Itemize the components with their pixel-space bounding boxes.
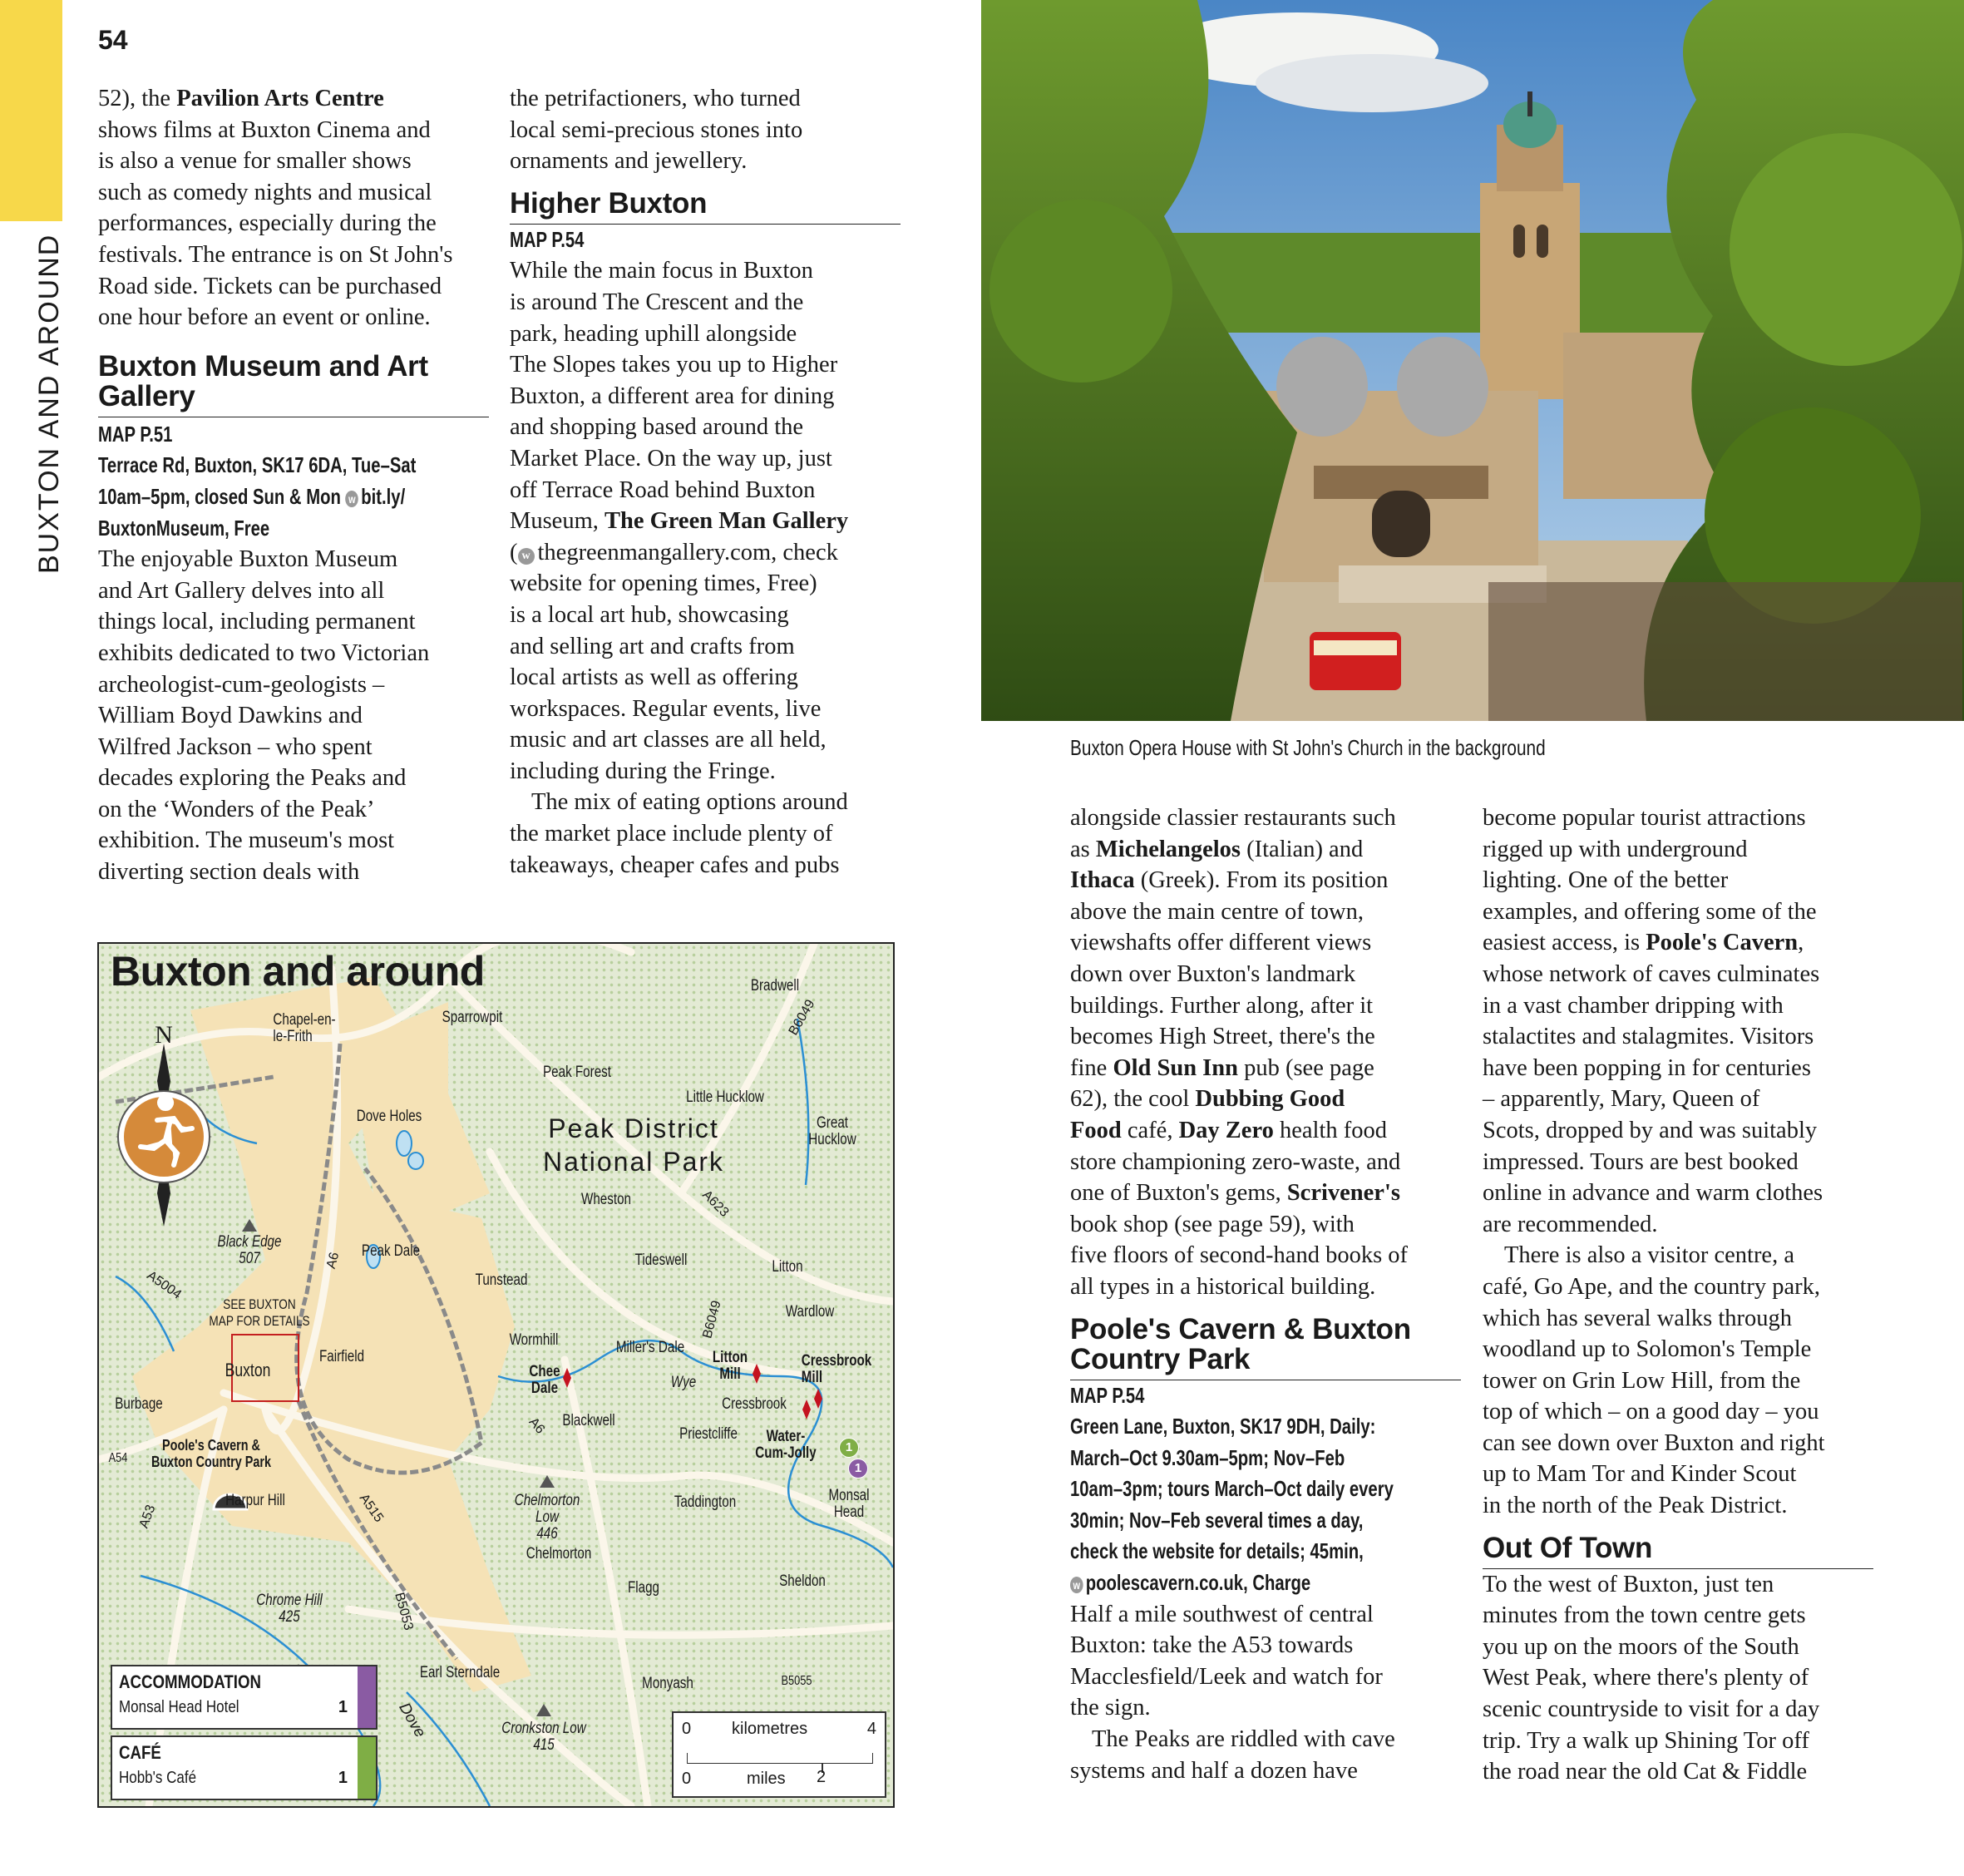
river-label: Dove — [395, 1700, 429, 1741]
place-label: Earl Sterndale — [419, 1664, 501, 1681]
scale-line — [687, 1753, 873, 1764]
road-label: A5004 — [144, 1268, 185, 1302]
text-run: become popular tourist attractions rigged up with underground lighting. One of the better examples, and offering some of the easiest access, is — [1483, 805, 1817, 956]
bold-name: Pavilion Arts Centre — [176, 86, 384, 111]
column-2 — [510, 83, 901, 881]
legend-heading: CAFÉ — [119, 1742, 161, 1763]
legend-item-number: 1 — [338, 1698, 348, 1716]
legend-item-name: Hobb's Café — [119, 1769, 197, 1787]
paragraph — [1070, 1724, 1461, 1786]
sight-label: Chee Dale — [529, 1363, 560, 1397]
place-label: Chapel-en- le-Frith — [273, 1011, 336, 1045]
peak-label: Cronkston Low 415 — [501, 1720, 586, 1754]
road-label: A623 — [699, 1187, 732, 1220]
scale-mi-label: miles — [747, 1770, 786, 1788]
place-label: Burbage — [115, 1395, 163, 1413]
place-label: Great Hucklow — [808, 1114, 856, 1148]
paragraph — [98, 83, 489, 333]
legend-cafe — [111, 1735, 378, 1800]
website-icon: w — [518, 548, 535, 565]
place-label: Priestcliffe — [679, 1425, 738, 1443]
text-run: The mix of eating options around the market place include plenty of takeaways, cheaper cafes and pubs — [510, 789, 848, 878]
river-label: Wye — [670, 1374, 697, 1391]
map-reference: MAP P.54 — [510, 226, 585, 252]
text-run: , whose network of caves culminates in a vast chamber dripping with stalactites and stalagmites. Visitors have been popping in for centuries – apparently, Mary, Queen of Scots, dropped by and was suitably impressed. Tours are best booked online in advance and warm clothes are recommended. — [1483, 930, 1823, 1237]
bold-name: Day Zero — [1178, 1117, 1274, 1143]
paragraph — [510, 83, 901, 177]
text-run: The enjoyable Buxton Museum and Art Gallery delves into all things local, including permanent exhibits dedicated to two Victorian archeologist-cum-geologists – William Boyd Dawkins and Wilfred Jackson – who spent decades exploring the Peaks and on the ‘Wonders of the Peak’ exhibition. The museum's most diverting section deals with — [98, 546, 430, 886]
text-run: (Italian) and — [1246, 836, 1364, 862]
text-run: shows films at Buxton Cinema and is also a venue for smaller shows such as comedy nights and musical performances, especially during the festivals. The entrance is on St John's Road side. Tickets can be purchased one hour before an event or online. — [98, 116, 453, 331]
map-reference: MAP P.51 — [98, 421, 173, 447]
sight-label: Water- Cum-Jolly — [755, 1428, 817, 1462]
venue-info — [1070, 1411, 1460, 1599]
paragraph — [1070, 802, 1461, 1303]
paragraph — [510, 787, 901, 881]
website-link[interactable]: bit.ly/ BuxtonMuseum, Free — [98, 483, 406, 541]
legend-item-number: 1 — [338, 1769, 348, 1787]
paragraph-text: thegreenmangallery.com, check website for opening times, Free) is a local art hub, showcasing and selling art and crafts from local artists as well as offering workspaces. Regular events, live music and art classes are all held, including during the Fringe. — [510, 539, 838, 784]
place-label: Wheston — [581, 1191, 631, 1208]
paragraph — [510, 255, 901, 787]
section-color-tab — [0, 0, 62, 221]
scale-mi-end: 2 — [817, 1768, 827, 1786]
place-label: Taddington — [674, 1493, 737, 1511]
peak-label: Chrome Hill 425 — [256, 1592, 323, 1626]
paragraph — [1070, 1599, 1461, 1724]
legend-color-bar — [358, 1737, 376, 1799]
legend-accommodation — [111, 1665, 378, 1730]
sight-label: Litton Mill — [712, 1349, 748, 1383]
road-label: A515 — [356, 1491, 387, 1525]
road-label: A6 — [526, 1414, 548, 1437]
place-label: Peak Forest — [543, 1064, 611, 1081]
bold-name: Old Sun Inn — [1113, 1054, 1238, 1081]
section-heading-pooles-cavern: Poole's Cavern & Buxton Country Park — [1070, 1315, 1461, 1380]
map-title: Buxton and around — [111, 948, 485, 995]
text-run: ( — [510, 539, 518, 565]
scale-mi-start: 0 — [682, 1770, 692, 1788]
place-label: Cressbrook — [722, 1395, 787, 1413]
place-label: Sheldon — [779, 1572, 826, 1590]
column-3 — [1070, 802, 1461, 1786]
place-label: Monyash — [642, 1675, 693, 1692]
paragraph — [1483, 1240, 1873, 1521]
sight-label: Poole's Cavern & Buxton Country Park — [151, 1437, 272, 1470]
place-label: Litton — [772, 1258, 803, 1276]
road-label: B6049 — [786, 997, 818, 1039]
photo-caption-text: Buxton Opera House with St John's Church in the background — [1070, 735, 1546, 760]
place-label: Dove Holes — [356, 1108, 422, 1125]
inset-note: SEE BUXTON MAP FOR DETAILS — [209, 1296, 310, 1329]
place-label: Chelmorton — [526, 1545, 592, 1563]
text-run: To the west of Buxton, just ten minutes from the town centre gets you up on the moors of the South West Peak, where there's plenty of scenic countryside to visit for a day trip. Try a walk up Shining Tor off the road near the old Cat & Fiddle — [1483, 1571, 1820, 1785]
road-label: A6 — [323, 1251, 343, 1271]
text-run: Half a mile southwest of central Buxton: take the A53 towards Macclesfield/Leek and watch for the sign. — [1070, 1601, 1383, 1721]
page-number: 54 — [98, 25, 128, 55]
text-run: health food store championing zero-waste, and one of Buxton's gems, — [1070, 1117, 1401, 1207]
place-label: Wardlow — [785, 1303, 835, 1321]
peak-label: Black Edge 507 — [217, 1233, 282, 1267]
north-label: N — [155, 1021, 173, 1049]
bold-name: Dubbing Good Food — [1070, 1086, 1345, 1143]
venue-address-hours: Green Lane, Buxton, SK17 9DH, Daily: March–Oct 9.30am–5pm; Nov–Feb 10am–3pm; tours March–Oct daily every 30min; Nov–Feb several times a day, check the website for details; 45min, — [1070, 1414, 1394, 1564]
place-label: Little Hucklow — [686, 1089, 764, 1106]
photo-caption — [1070, 735, 1818, 761]
road-label: B5055 — [781, 1674, 812, 1688]
photo-buxton-opera-house — [981, 0, 1964, 721]
scale-km-start: 0 — [682, 1720, 692, 1738]
scale-km-end: 4 — [866, 1720, 876, 1738]
place-label: Bradwell — [750, 977, 800, 995]
paragraph-text — [510, 258, 848, 565]
bold-name: Scrivener's — [1286, 1180, 1400, 1207]
legend-color-bar — [358, 1666, 376, 1728]
column-1 — [98, 83, 489, 888]
compass-icon — [116, 1044, 212, 1227]
place-label: Flagg — [627, 1579, 660, 1597]
venue-info — [98, 450, 488, 544]
info-block — [98, 419, 489, 544]
text-run: pub (see page 62), the cool — [1070, 1054, 1374, 1113]
park-label: Peak District National Park — [542, 1113, 725, 1177]
section-title-vertical: BUXTON AND AROUND — [33, 233, 65, 574]
bold-name: Michelangelos — [1095, 836, 1241, 862]
paragraph — [1483, 1569, 1873, 1788]
bold-name: Poole's Cavern — [1646, 930, 1799, 956]
place-label: Tunstead — [475, 1271, 528, 1289]
paragraph — [98, 544, 489, 888]
cafe-marker[interactable]: 1 — [839, 1438, 859, 1458]
website-link[interactable]: poolescavern.co.uk, Charge — [1085, 1570, 1311, 1596]
sight-label: Cressbrook Mill — [801, 1352, 872, 1386]
place-label: Miller's Dale — [615, 1339, 685, 1356]
website-icon: w — [346, 491, 359, 507]
place-label: Blackwell — [562, 1412, 615, 1429]
text-run: alongside classier restaurants such as — [1070, 805, 1396, 862]
road-label: B6049 — [700, 1299, 724, 1340]
map-buxton-and-around[interactable] — [97, 942, 895, 1808]
legend-heading: ACCOMMODATION — [119, 1671, 262, 1692]
urban-areas — [132, 977, 531, 1692]
section-heading-higher-buxton: Higher Buxton — [510, 189, 901, 225]
column-4 — [1483, 802, 1873, 1788]
text-run: There is also a visitor centre, a café, Go Ape, and the country park, which has several walks through woodland up to Solomon's Temple tower on Grin Low Hill, from the top of which – on a good day – you can see down over Buxton and right up to Mam Tor and Kinder Scout in the north of the Peak District. — [1483, 1242, 1825, 1519]
bold-name: Ithaca — [1070, 867, 1135, 894]
text-run: book shop (see page 59), with five floors of second-hand books of all types in a historical building. — [1070, 1211, 1409, 1300]
website-icon: w — [1070, 1577, 1083, 1593]
place-label: Sparrowpit — [442, 1009, 503, 1026]
text-run: While the main focus in Buxton is around The Crescent and the park, heading uphill alongside The Slopes takes you up to Higher Buxton, a different area for dining and shopping based around the Market Place. On the way up, just off Terrace Road behind Buxton Museum, — [510, 258, 838, 535]
text-run: 52), the — [98, 86, 177, 111]
place-label: Wormhill — [509, 1331, 559, 1349]
place-label: Tideswell — [634, 1251, 688, 1269]
road-label: A54 — [108, 1451, 128, 1465]
text-run: the petrifactioners, who turned local semi-precious stones into ornaments and jewellery. — [510, 86, 803, 175]
legend-item-name: Monsal Head Hotel — [119, 1698, 239, 1716]
road-label: B5053 — [392, 1591, 416, 1632]
place-label: Harpur Hill — [225, 1492, 285, 1509]
venue-address-hours: Terrace Rd, Buxton, SK17 6DA, Tue–Sat 10am–5pm, closed Sun & Mon — [98, 452, 417, 509]
scale-km-label: kilometres — [732, 1720, 808, 1738]
bold-name: The Green Man Gallery — [604, 508, 849, 535]
road-label: A53 — [136, 1503, 159, 1531]
text-run: café, — [1121, 1117, 1179, 1143]
place-label: Buxton — [225, 1360, 271, 1380]
peak-label: Chelmorton Low 446 — [514, 1492, 580, 1543]
place-label: Monsal Head — [828, 1487, 870, 1521]
place-label: Fairfield — [318, 1348, 365, 1365]
map-reference: MAP P.54 — [1070, 1382, 1145, 1408]
text-run: (Greek). From its position above the main centre of town, viewshafts offer different views down over Buxton's landmark buildings. Further along, after it becomes High Street, there's the fine — [1070, 867, 1389, 1081]
accommodation-marker[interactable]: 1 — [848, 1459, 868, 1479]
paragraph — [1483, 802, 1873, 1240]
place-label: Peak Dale — [361, 1242, 421, 1260]
section-heading-buxton-museum: Buxton Museum and Art Gallery — [98, 352, 489, 417]
section-heading-out-of-town: Out Of Town — [1483, 1533, 1873, 1569]
scale-bar — [672, 1711, 886, 1798]
text-run: The Peaks are riddled with cave systems and half a dozen have — [1070, 1726, 1395, 1784]
